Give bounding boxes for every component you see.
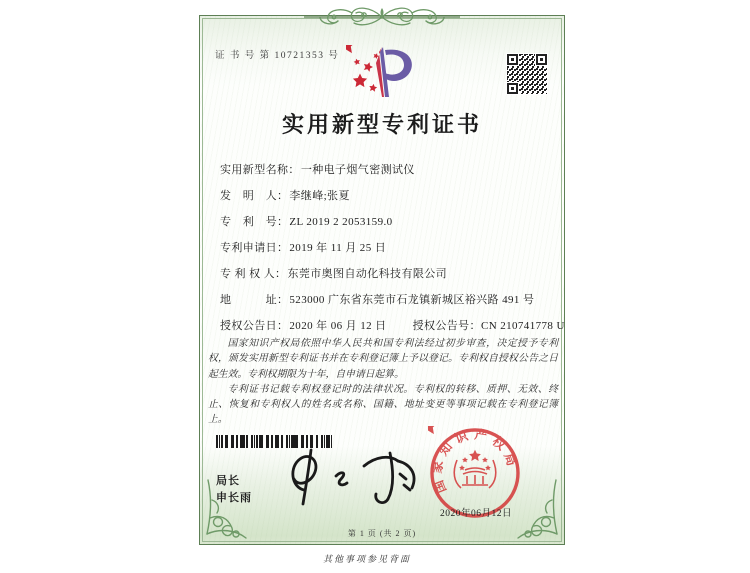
field-label: 授权公告日： [220, 320, 289, 332]
field-label: 地 址： [220, 294, 289, 306]
field-patentee [220, 265, 447, 281]
page-number: 第 1 页 (共 2 页) [347, 529, 417, 538]
field-label: 授权公告号： [412, 320, 481, 332]
field-label: 专利申请日： [220, 242, 289, 254]
field-inventors [220, 187, 350, 203]
field-address [220, 291, 534, 307]
legal-paragraphs [208, 336, 558, 428]
field-label: 专 利 权 人： [220, 268, 287, 280]
field-label: 专 利 号： [220, 216, 289, 228]
certificate-number: 证 书 号 第 10721353 号 [215, 51, 340, 61]
cnipa-logo-icon [346, 45, 420, 99]
qr-code-icon [506, 53, 548, 95]
field-value: 李继峰;张夏 [289, 190, 350, 202]
seal-date: 2020年06月12日 [439, 509, 512, 519]
signature-icon [274, 446, 442, 510]
field-patent-number [220, 213, 393, 229]
field-value: ZL 2019 2 2053159.0 [289, 216, 393, 228]
field-label: 发 明 人： [220, 190, 289, 202]
field-utility-model-name [220, 161, 415, 177]
field-value: 2020 年 06 月 12 日 [289, 320, 387, 332]
field-value: 一种电子烟气密测试仪 [300, 164, 415, 176]
seal-text: 国 家 知 识 产 权 局 [429, 427, 520, 496]
director-name: 申长雨 [216, 492, 252, 504]
field-value: 2019 年 11 月 25 日 [289, 242, 387, 254]
field-filing-date [220, 239, 386, 255]
field-value: 523000 广东省东莞市石龙镇新城区裕兴路 491 号 [289, 294, 535, 306]
field-label: 实用新型名称： [220, 164, 300, 176]
legal-paragraph-1: 国家知识产权局依照中华人民共和国专利法经过初步审查，决定授予专利权，颁发实用新型专利证书并在专利登记簿上予以登记。专利权自授权公告之日起生效。专利权期限为十年，自申请日起算。 [208, 338, 558, 380]
director-title: 局长 [216, 475, 240, 487]
field-value: CN 210741778 U [480, 320, 565, 332]
top-border-ornament-icon [304, 2, 460, 32]
back-side-note: 其他事项参见背面 [322, 554, 411, 564]
field-value: 东莞市奥图自动化科技有限公司 [287, 268, 448, 280]
certificate-page [199, 15, 565, 545]
legal-paragraph-2: 专利证书记载专利权登记时的法律状况。专利权的转移、质押、无效、终止、恢复和专利权人的姓名或名称、国籍、地址变更等事项记载在专利登记簿上。 [208, 383, 558, 426]
certificate-title: 实用新型专利证书 [281, 112, 482, 137]
field-grant-date-and-number [220, 317, 565, 333]
